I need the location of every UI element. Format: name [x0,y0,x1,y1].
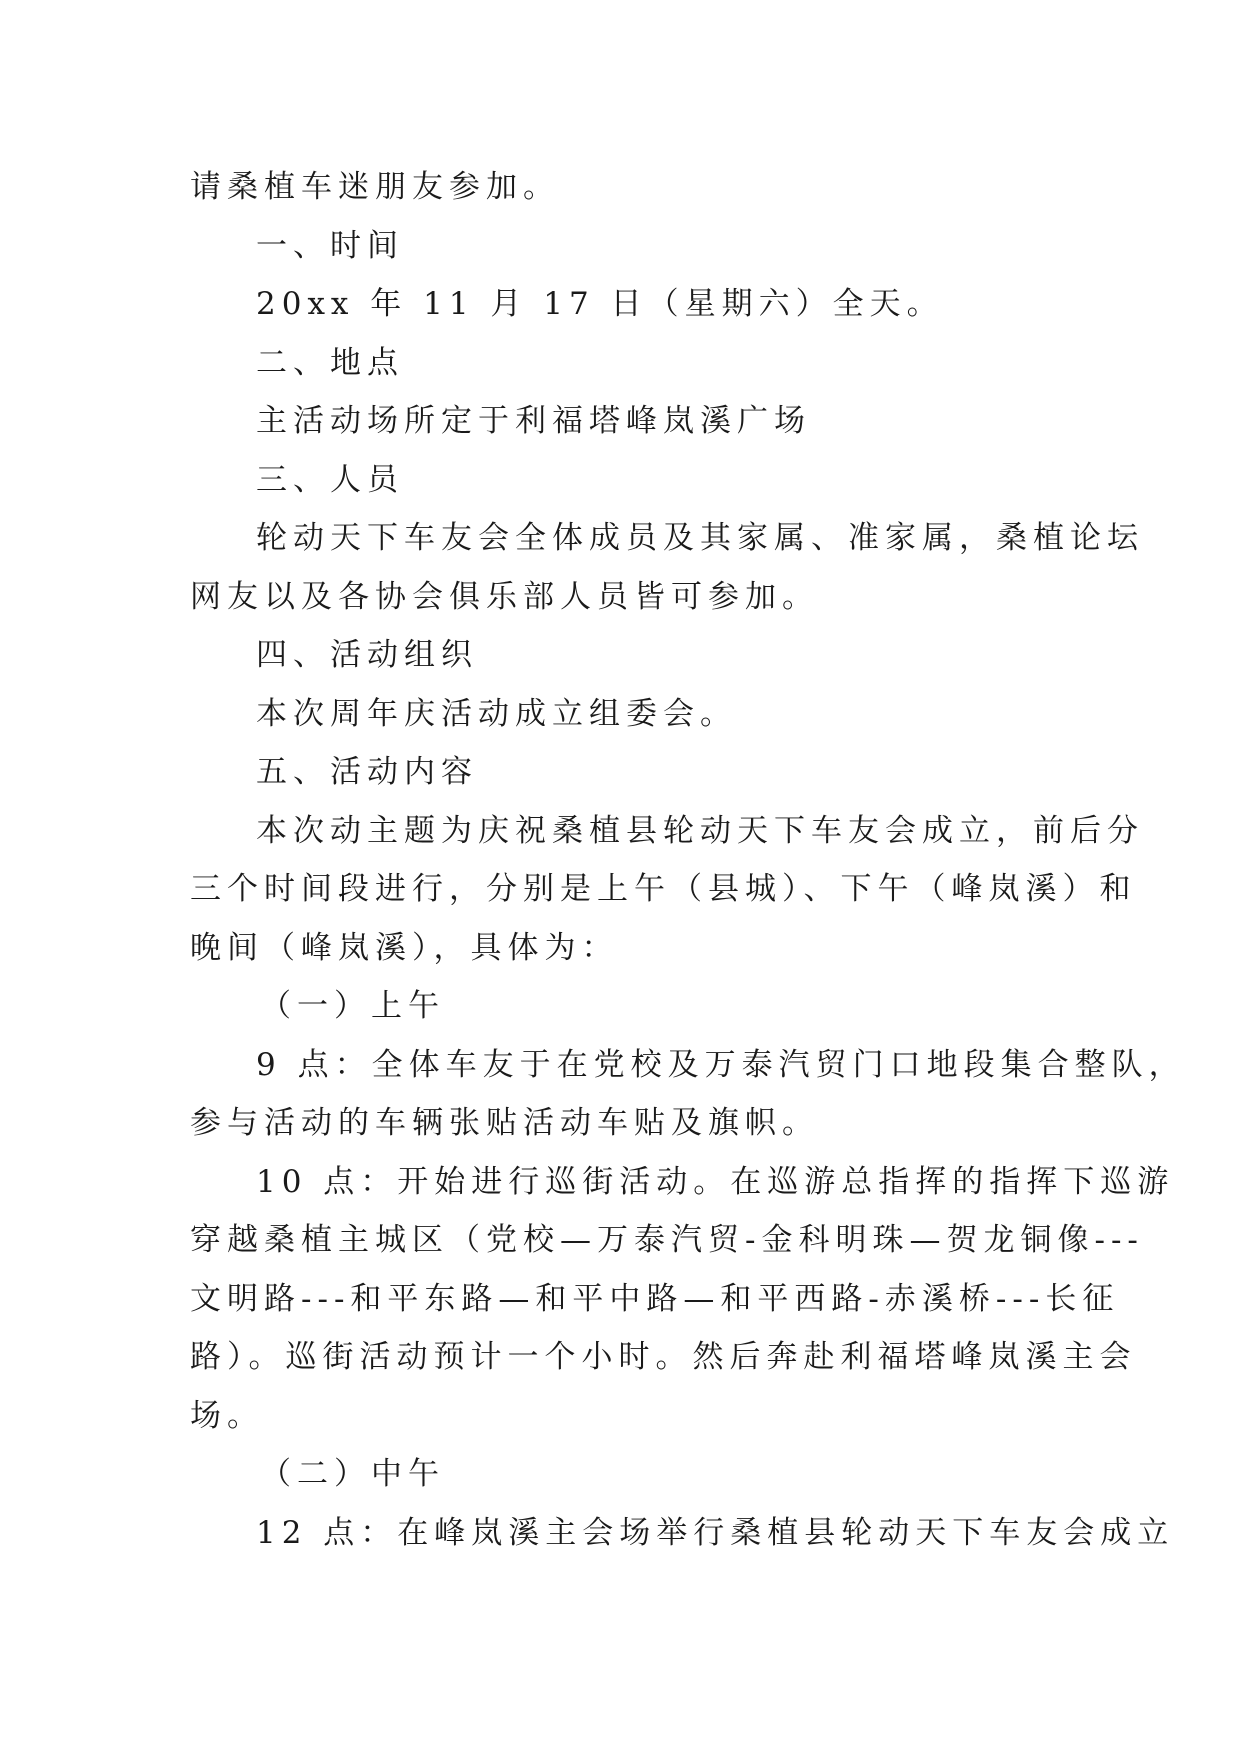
paragraph-line: 主活动场所定于利福塔峰岚溪广场 [256,403,811,439]
paragraph-line: 文明路---和平东路—和平中路—和平西路-赤溪桥---长征 [190,1280,1120,1317]
paragraph-line: 晚间（峰岚溪），具体为： [190,929,619,966]
section-heading-organization: 四、活动组织 [256,637,478,673]
section-heading-location: 二、地点 [256,344,404,381]
paragraph-line: 场。 [190,1397,264,1434]
paragraph-line: 网友以及各协会俱乐部人员皆可参加。 [190,578,819,615]
paragraph-line: 20xx 年 11 月 17 日（星期六）全天。 [256,286,944,322]
subsection-heading-noon: （二）中午 [260,1456,445,1492]
paragraph-line: 12 点：在峰岚溪主会场举行桑植县轮动天下车友会成立 [256,1514,1175,1551]
paragraph-line: 轮动天下车友会全体成员及其家属、准家属，桑植论坛 [256,520,1144,556]
paragraph-line: 路）。巡街活动预计一个小时。然后奔赴利福塔峰岚溪主会 [190,1339,1137,1375]
section-heading-time: 一、时间 [256,227,404,264]
paragraph-line: 三个时间段进行，分别是上午（县城）、下午（峰岚溪）和 [190,871,1137,907]
section-heading-people: 三、人员 [256,461,404,498]
paragraph-line: 本次周年庆活动成立组委会。 [256,695,737,732]
section-heading-content: 五、活动内容 [256,754,478,790]
paragraph-line: 9 点：全体车友于在党校及万泰汽贸门口地段集合整队， [256,1046,1186,1083]
paragraph-line: 请桑植车迷朋友参加。 [190,169,560,205]
paragraph-line: 本次动主题为庆祝桑植县轮动天下车友会成立，前后分 [256,812,1144,849]
subsection-heading-morning: （一）上午 [260,988,445,1024]
paragraph-line: 参与活动的车辆张贴活动车贴及旗帜。 [190,1105,819,1141]
document-body [190,158,1186,1562]
paragraph-line: 10 点：开始进行巡街活动。在巡游总指挥的指挥下巡游 [256,1163,1175,1200]
paragraph-line: 穿越桑植主城区（党校—万泰汽贸-金科明珠—贺龙铜像--- [190,1222,1144,1258]
